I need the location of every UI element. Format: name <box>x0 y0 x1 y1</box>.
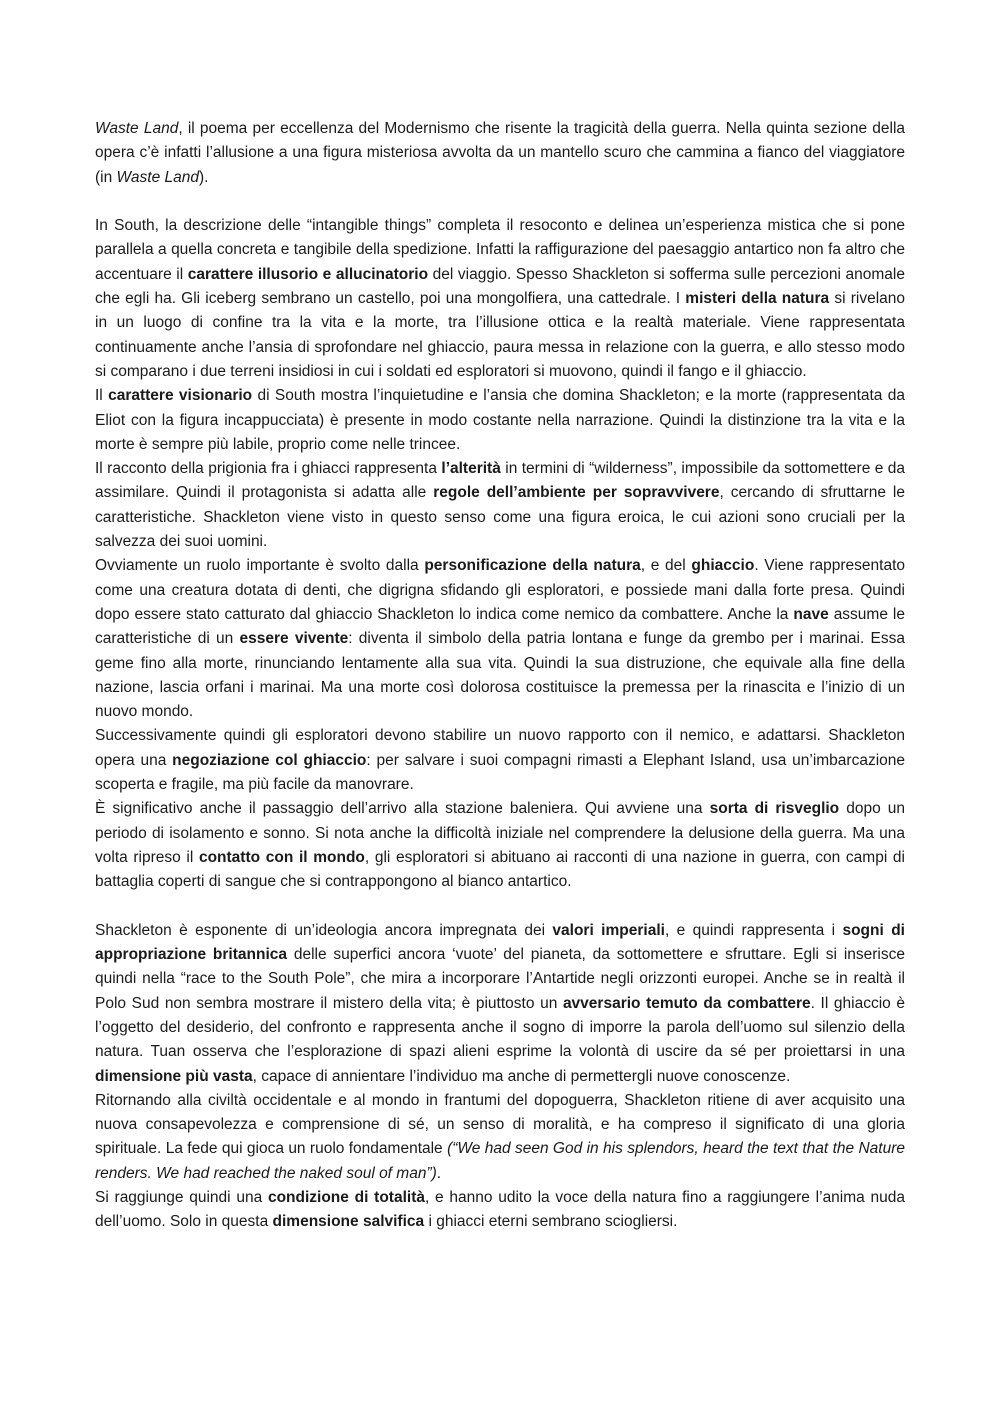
paragraph-gap <box>95 190 905 214</box>
paragraph <box>95 554 905 724</box>
document-page <box>95 117 905 1235</box>
paragraph <box>95 1186 905 1235</box>
bold-text: valori imperiali <box>552 921 665 939</box>
text-run: : diventa il simbolo della patria lontana e funge da grembo per i marinai. Essa geme fino alla morte, rinunciando lentamente alla sua vita. Quindi la sua distruzione, che equivale alla fine della nazione, lascia orfani i marinai. Ma una morte così dolorosa costituisce la premessa per la rinascita e l’inizio di un nuovo mondo. <box>95 630 905 721</box>
bold-text: personificazione della natura <box>424 557 641 575</box>
paragraph <box>95 117 905 190</box>
bold-text: ghiaccio <box>691 557 755 575</box>
text-run: dopo un periodo di isolamento e sonno. Si nota anche la difficoltà iniziale nel comprendere la delusione della guerra. Ma una volta ripreso il <box>95 800 905 866</box>
bold-text: misteri della natura <box>685 290 830 308</box>
paragraph <box>95 214 905 384</box>
paragraph <box>95 1089 905 1186</box>
text-run: i ghiacci eterni sembrano sciogliersi. <box>424 1213 678 1231</box>
bold-text: carattere illusorio e allucinatorio <box>187 265 429 283</box>
bold-text: sorta di risveglio <box>709 800 840 818</box>
text-run: È significativo anche il passaggio dell’arrivo alla stazione baleniera. Qui avviene una <box>95 800 710 818</box>
paragraph <box>95 919 905 1089</box>
bold-text: dimensione salvifica <box>272 1213 425 1231</box>
text-run: delle superfici ancora ‘vuote’ del pianeta, da sottomettere e sfruttare. Egli si inserisce quindi nella “race to the South Pole”, che mira a incorporare l’Antartide negli orizzonti europei. Anche se in realtà il Polo Sud non sembra mostrare il mistero della vita; è piuttosto un <box>95 946 905 1012</box>
bold-text: l’alterità <box>441 460 501 478</box>
bold-text: nave <box>793 605 829 623</box>
text-run: Shackleton è esponente di un’ideologia ancora impregnata dei <box>95 921 553 939</box>
text-run: , gli esploratori si abituano ai racconti di una nazione in guerra, con campi di battaglia coperti di sangue che si contrappongono al bianco antartico. <box>95 848 905 891</box>
text-run: ). <box>198 168 209 186</box>
text-run: , cercando di sfruttarne le caratteristiche. Shackleton viene visto in questo senso come una figura eroica, le cui azioni sono cruciali per la salvezza dei suoi uomini. <box>95 484 905 551</box>
paragraph <box>95 384 905 457</box>
paragraph <box>95 457 905 554</box>
bold-text: carattere visionario <box>108 387 253 405</box>
italic-text: (“We had seen God in his splendors, heard the text that the Nature renders. We had reached the naked soul of man”) <box>95 1140 906 1182</box>
text-run: , capace di annientare l’individuo ma anche di permettergli nuove conoscenze. <box>252 1067 791 1085</box>
bold-text: avversario temuto da combattere <box>562 994 811 1012</box>
text-run: : per salvare i suoi compagni rimasti a Elephant Island, usa un’imbarcazione scoperta e fragile, ma più facile da manovrare. <box>95 751 906 794</box>
text-run: , e hanno udito la voce della natura fino a raggiungere l’anima nuda dell’uomo. Solo in questa <box>95 1189 906 1231</box>
bold-text: condizione di totalità <box>267 1189 425 1207</box>
text-run: Il racconto della prigionia fra i ghiacci rappresenta <box>95 460 442 478</box>
bold-text: dimensione più vasta <box>95 1067 253 1085</box>
bold-text: sogni di appropriazione britannica <box>95 921 905 964</box>
text-run: Ovviamente un ruolo importante è svolto dalla <box>95 557 425 575</box>
text-run: si rivelano in un luogo di confine tra la vita e la morte, tra l’illusione ottica e la realtà materiale. Viene rappresentata continuamente anche l’ansia di sprofondare nel ghiaccio, paura messa in relazione con la guerra, e allo stesso modo si comparano i due terreni insidiosi in cui i soldati ed esploratori si muovono, quindi il fango e il ghiaccio. <box>95 290 905 380</box>
text-run: Ritornando alla civiltà occidentale e al mondo in frantumi del dopoguerra, Shackleton ritiene di aver acquisito una nuova consapevolezza e comprensione di sé, un senso di moralità, e ha compreso il significato di una gloria spirituale. La fede qui gioca un ruolo fondamentale <box>95 1091 905 1158</box>
paragraph <box>95 797 905 894</box>
text-run: Il <box>95 387 109 405</box>
text-run: di South mostra l’inquietudine e l’ansia che domina Shackleton; e la morte (rappresentata da Eliot con la figura incappucciata) è presente in modo costante nella narrazione. Quindi la distinzione tra la vita e la morte è sempre più labile, proprio come nelle trincee. <box>95 387 905 453</box>
text-run: , e del <box>640 557 692 575</box>
text-run: . Il ghiaccio è l’oggetto del desiderio, del confronto e rappresenta anche il sogno di imporre la parola dell’uomo sul silenzio della natura. Tuan osserva che l’esplorazione di spazi alieni esprime la volontà di uscire da sé per proiettarsi in una <box>95 994 906 1061</box>
text-run: , e quindi rappresenta i <box>664 921 843 939</box>
bold-text: negoziazione col ghiaccio <box>172 751 367 769</box>
italic-text: Waste Land <box>116 168 199 186</box>
text-run: In South, la descrizione delle “intangible things” completa il resoconto e delinea un’esperienza mistica che si pone parallela a quella concreta e tangibile della spedizione. Infatti la raffigurazione del paesaggio antartico non fa altro che accentuare il <box>95 217 905 283</box>
text-run: del viaggio. Spesso Shackleton si sofferma sulle percezioni anomale che egli ha. Gli iceberg sembrano un castello, poi una mongolfiera, una cattedrale. I <box>95 265 905 308</box>
text-run: Si raggiunge quindi una <box>95 1189 268 1207</box>
text-run: . <box>436 1164 442 1182</box>
paragraph-gap <box>95 895 905 919</box>
bold-text: regole dell’ambiente per sopravvivere <box>433 484 720 502</box>
text-run: assume le caratteristiche di un <box>95 605 905 648</box>
paragraph <box>95 724 905 797</box>
bold-text: contatto con il mondo <box>198 848 365 866</box>
bold-text: essere vivente <box>239 630 349 648</box>
text-run: Successivamente quindi gli esploratori devono stabilire un nuovo rapporto con il nemico, e adattarsi. Shackleton opera una <box>95 727 905 769</box>
text-run: , il poema per eccellenza del Modernismo che risente la tragicità della guerra. Nella quinta sezione della opera c’è infatti l’allusione a una figura misteriosa avvolta da un mantello scuro che cammina a fianco del viaggiatore (in <box>95 120 906 186</box>
text-run: in termini di “wilderness”, impossibile da sottomettere e da assimilare. Quindi il protagonista si adatta alle <box>95 460 906 502</box>
italic-text: Waste Land <box>95 120 179 137</box>
text-run: . Viene rappresentato come una creatura dotata di denti, che digrigna sfidando gli esploratori, e possiede mani dalla forte presa. Quindi dopo essere stato catturato dal ghiaccio Shackleton lo indica come nemico da combattere. Anche la <box>95 557 906 623</box>
